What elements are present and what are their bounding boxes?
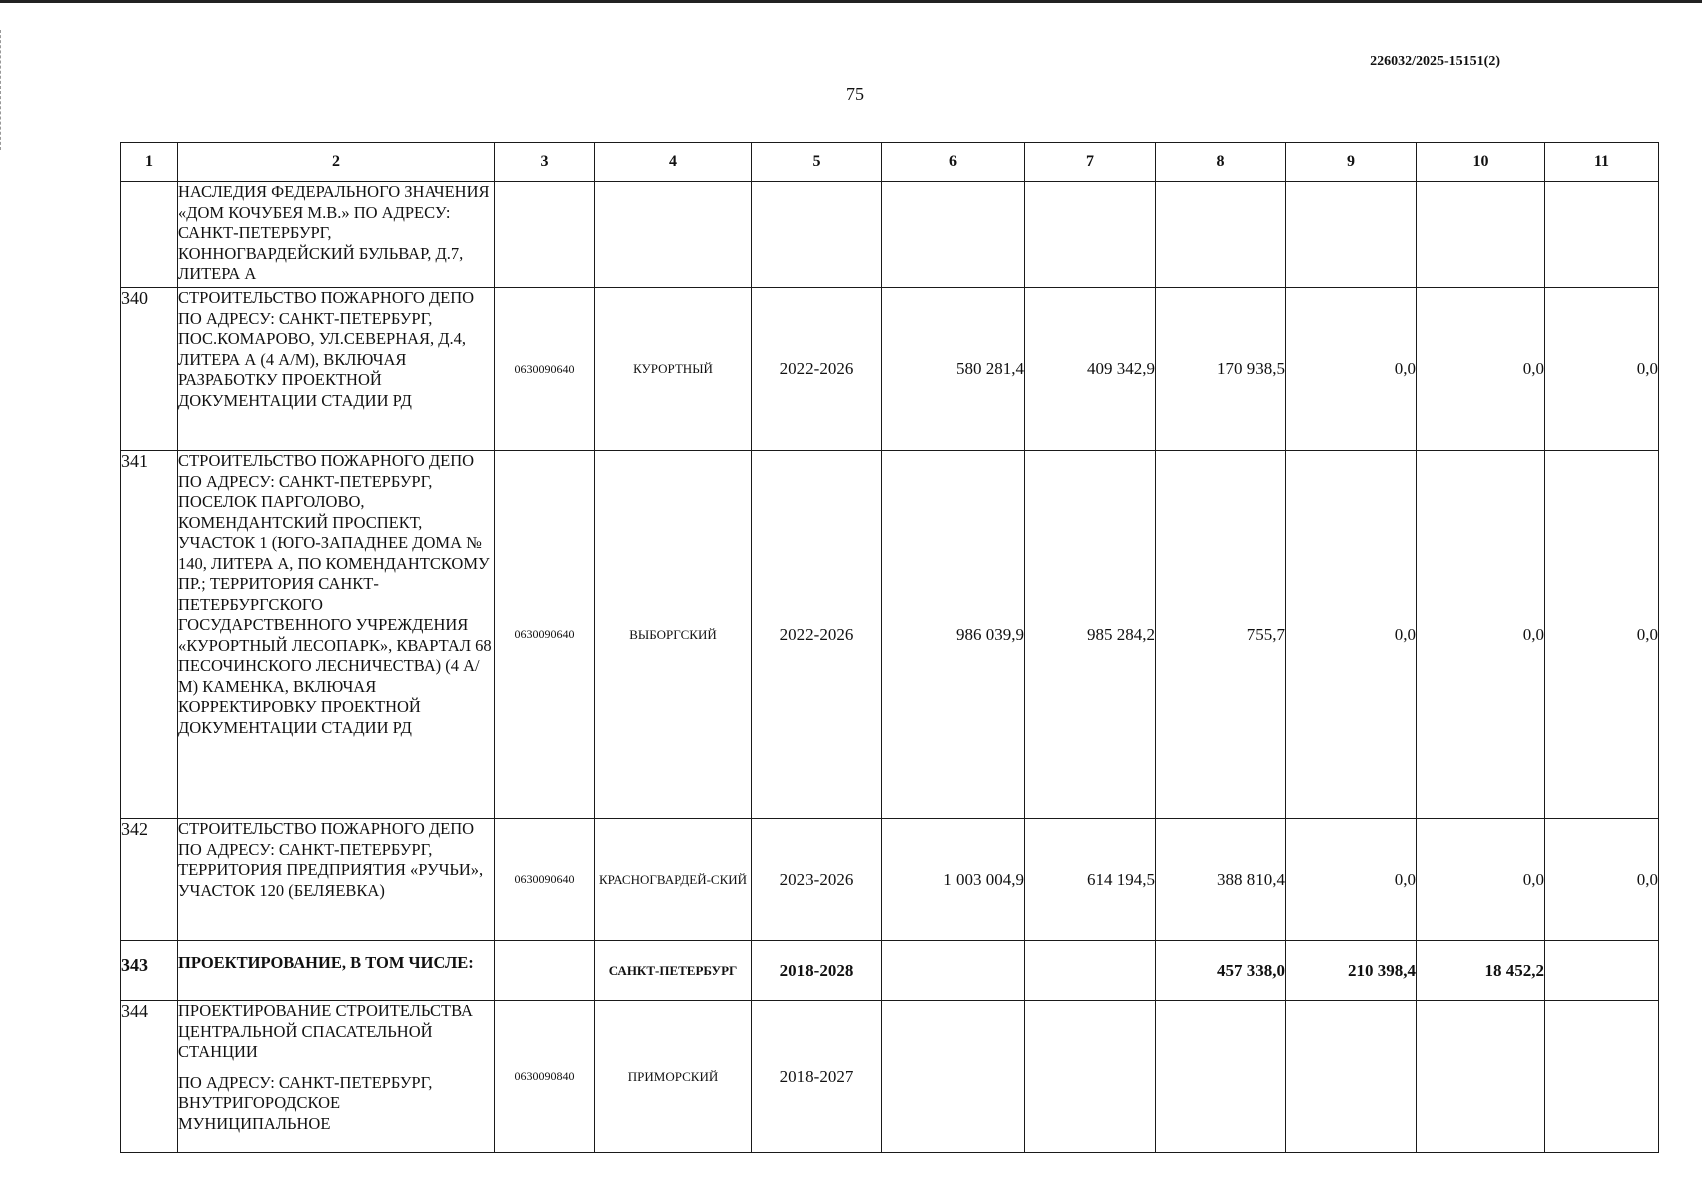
document-id: 226032/2025-15151(2) [1370, 54, 1500, 69]
value-cell [1156, 1001, 1286, 1153]
value-cell: 0,0 [1417, 288, 1545, 451]
col-header-7: 7 [1025, 143, 1156, 182]
years-cell [752, 182, 882, 288]
years-cell: 2018-2027 [752, 1001, 882, 1153]
row-number: 343 [121, 941, 178, 1001]
years-cell: 2022-2026 [752, 451, 882, 819]
value-cell: 0,0 [1286, 451, 1417, 819]
col-header-11: 11 [1545, 143, 1659, 182]
object-name: ПРОЕКТИРОВАНИЕ, В ТОМ ЧИСЛЕ: [178, 941, 495, 1001]
value-cell [1417, 1001, 1545, 1153]
value-cell [882, 941, 1025, 1001]
district-cell: ВЫБОРГСКИЙ [595, 451, 752, 819]
value-cell: 0,0 [1417, 819, 1545, 941]
value-cell: 409 342,9 [1025, 288, 1156, 451]
object-name: НАСЛЕДИЯ ФЕДЕРАЛЬНОГО ЗНАЧЕНИЯ «ДОМ КОЧУБЕЯ М.В.» ПО АДРЕСУ: САНКТ-ПЕТЕРБУРГ, КОННОГВАРДЕЙСКИЙ БУЛЬВАР, Д.7, ЛИТЕРА А [178, 182, 495, 288]
object-name-part-2: ПО АДРЕСУ: САНКТ-ПЕТЕРБУРГ, ВНУТРИГОРОДСКОЕ МУНИЦИПАЛЬНОЕ [178, 1072, 433, 1133]
page-top-border [0, 0, 1702, 3]
district-cell: КУРОРТНЫЙ [595, 288, 752, 451]
table-row [121, 819, 1659, 941]
value-cell [1545, 182, 1659, 288]
value-cell: 457 338,0 [1156, 941, 1286, 1001]
col-header-6: 6 [882, 143, 1025, 182]
value-cell [882, 182, 1025, 288]
row-number: 340 [121, 288, 178, 451]
value-cell: 986 039,9 [882, 451, 1025, 819]
years-cell: 2018-2028 [752, 941, 882, 1001]
value-cell [1286, 1001, 1417, 1153]
value-cell: 18 452,2 [1417, 941, 1545, 1001]
years-cell: 2022-2026 [752, 288, 882, 451]
col-header-1: 1 [121, 143, 178, 182]
value-cell: 0,0 [1286, 819, 1417, 941]
value-cell: 388 810,4 [1156, 819, 1286, 941]
district-cell: КРАСНОГВАРДЕЙ-СКИЙ [595, 819, 752, 941]
row-number: 342 [121, 819, 178, 941]
value-cell [1417, 182, 1545, 288]
value-cell: 0,0 [1417, 451, 1545, 819]
col-header-10: 10 [1417, 143, 1545, 182]
value-cell: 0,0 [1545, 819, 1659, 941]
row-number [121, 182, 178, 288]
value-cell [1545, 941, 1659, 1001]
district-cell [595, 182, 752, 288]
years-cell: 2023-2026 [752, 819, 882, 941]
value-cell [1025, 1001, 1156, 1153]
value-cell: 0,0 [1286, 288, 1417, 451]
value-cell: 985 284,2 [1025, 451, 1156, 819]
table-row [121, 288, 1659, 451]
object-name: СТРОИТЕЛЬСТВО ПОЖАРНОГО ДЕПО ПО АДРЕСУ: САНКТ-ПЕТЕРБУРГ, ТЕРРИТОРИЯ ПРЕДПРИЯТИЯ «РУЧЬИ», УЧАСТОК 120 (БЕЛЯЕВКА) [178, 819, 495, 941]
code-cell: 0630090840 [495, 1001, 595, 1153]
district-cell: САНКТ-ПЕТЕРБУРГ [595, 941, 752, 1001]
value-cell [1545, 1001, 1659, 1153]
table-row [121, 1001, 1659, 1153]
code-cell [495, 182, 595, 288]
col-header-2: 2 [178, 143, 495, 182]
scan-edge-mark [0, 30, 3, 150]
code-cell: 0630090640 [495, 819, 595, 941]
value-cell [1025, 182, 1156, 288]
row-number: 341 [121, 451, 178, 819]
code-cell: 0630090640 [495, 451, 595, 819]
row-number: 344 [121, 1001, 178, 1153]
value-cell: 210 398,4 [1286, 941, 1417, 1001]
code-cell [495, 941, 595, 1001]
object-name: СТРОИТЕЛЬСТВО ПОЖАРНОГО ДЕПО ПО АДРЕСУ: САНКТ-ПЕТЕРБУРГ, ПОС.КОМАРОВО, УЛ.СЕВЕРНАЯ, Д.4, ЛИТЕРА А (4 А/М), ВКЛЮЧАЯ РАЗРАБОТКУ ПРОЕКТНОЙ ДОКУМЕНТАЦИИ СТАДИИ РД [178, 288, 495, 451]
value-cell [1025, 941, 1156, 1001]
value-cell: 0,0 [1545, 288, 1659, 451]
value-cell: 755,7 [1156, 451, 1286, 819]
value-cell: 1 003 004,9 [882, 819, 1025, 941]
object-name: СТРОИТЕЛЬСТВО ПОЖАРНОГО ДЕПО ПО АДРЕСУ: САНКТ-ПЕТЕРБУРГ, ПОСЕЛОК ПАРГОЛОВО, КОМЕНДАНТСКИЙ ПРОСПЕКТ, УЧАСТОК 1 (ЮГО-ЗАПАДНЕЕ ДОМА № 140, ЛИТЕРА А, ПО КОМЕНДАНТСКОМУ ПР.; ТЕРРИТОРИЯ САНКТ-ПЕТЕРБУРГСКОГО ГОСУДАРСТВЕННОГО УЧРЕЖДЕНИЯ «КУРОРТНЫЙ ЛЕСОПАРК», КВАРТАЛ 68 ПЕСОЧИНСКОГО ЛЕСНИЧЕСТВА) (4 А/М) КАМЕНКА, ВКЛЮЧАЯ КОРРЕКТИРОВКУ ПРОЕКТНОЙ ДОКУМЕНТАЦИИ СТАДИИ РД [178, 451, 495, 819]
col-header-8: 8 [1156, 143, 1286, 182]
object-name-part-1: ПРОЕКТИРОВАНИЕ СТРОИТЕЛЬСТВА ЦЕНТРАЛЬНОЙ СПАСАТЕЛЬНОЙ СТАНЦИИ [178, 1001, 473, 1061]
header-row [121, 143, 1659, 182]
data-table [120, 142, 1659, 1153]
value-cell: 614 194,5 [1025, 819, 1156, 941]
page-number: 75 [846, 84, 864, 104]
object-name [178, 1001, 495, 1153]
value-cell [882, 1001, 1025, 1153]
value-cell: 580 281,4 [882, 288, 1025, 451]
value-cell: 170 938,5 [1156, 288, 1286, 451]
table-row [121, 941, 1659, 1001]
col-header-3: 3 [495, 143, 595, 182]
col-header-5: 5 [752, 143, 882, 182]
table-row [121, 451, 1659, 819]
district-cell: ПРИМОРСКИЙ [595, 1001, 752, 1153]
col-header-4: 4 [595, 143, 752, 182]
col-header-9: 9 [1286, 143, 1417, 182]
value-cell: 0,0 [1545, 451, 1659, 819]
code-cell: 0630090640 [495, 288, 595, 451]
value-cell [1156, 182, 1286, 288]
table-row [121, 182, 1659, 288]
value-cell [1286, 182, 1417, 288]
